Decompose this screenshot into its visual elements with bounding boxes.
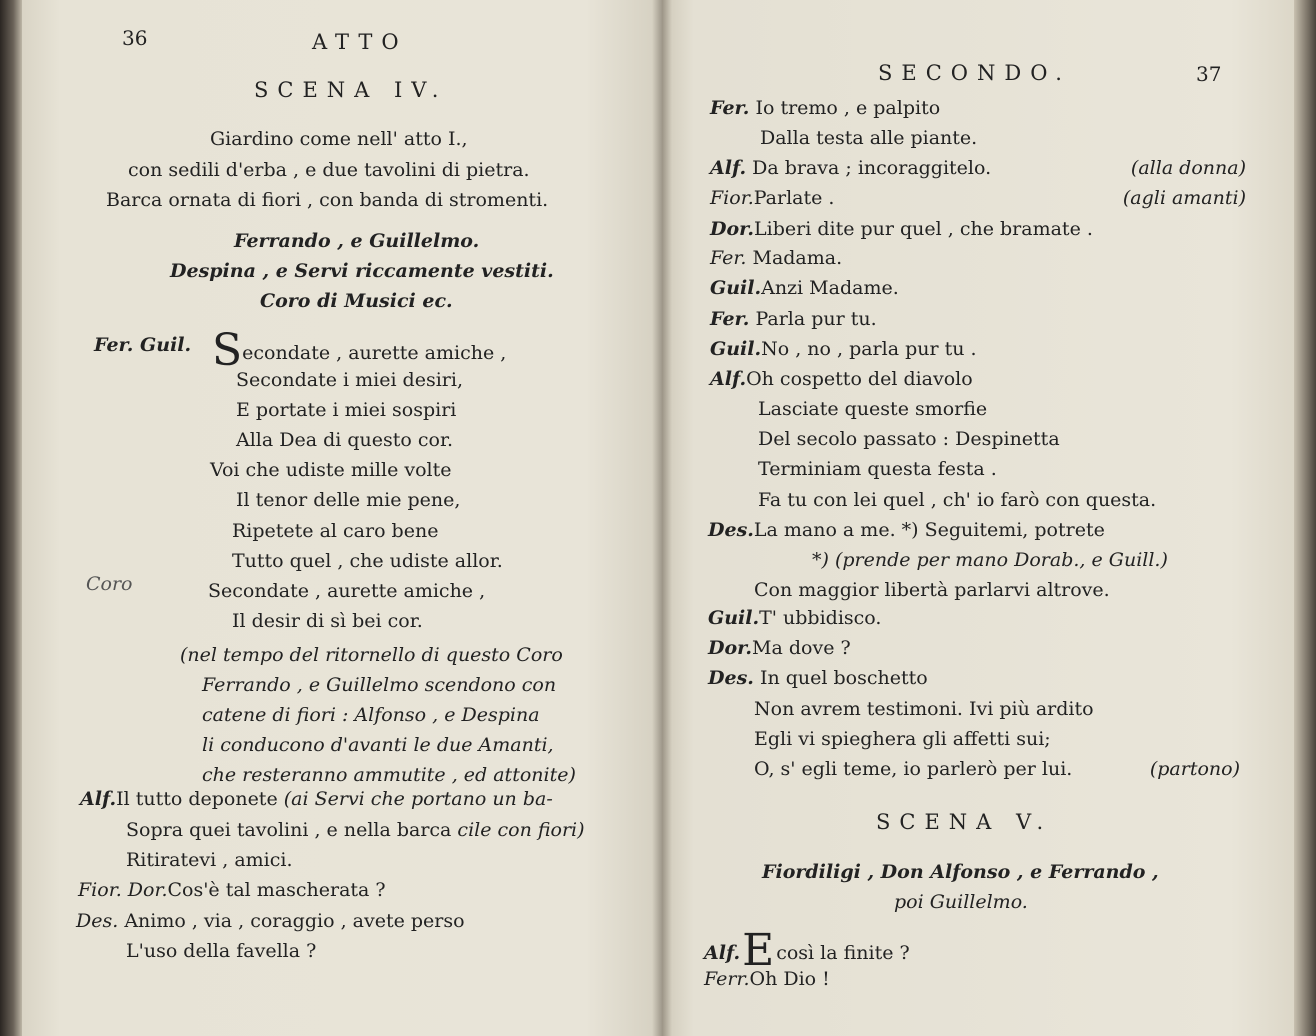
verse-line: Secondate , aurette amiche ,	[212, 325, 507, 376]
verse-line: Secondate i miei desiri,	[236, 369, 463, 391]
running-header-left: ATTO	[312, 30, 408, 54]
stage-direction-line: (nel tempo del ritornello di questo Coro	[180, 644, 563, 666]
stage-direction: (alla donna)	[1130, 157, 1246, 179]
book-gutter	[652, 0, 672, 1036]
speaker: Alf.	[80, 788, 117, 810]
page-number-right: 37	[1196, 62, 1222, 86]
speaker: Ferr.	[704, 968, 750, 990]
speaker: Alf.	[710, 368, 747, 390]
speaker: Dor.	[708, 637, 753, 659]
speaker: Alf.	[710, 157, 747, 179]
stage-direction: *) (prende per mano Dorab., e Guill.)	[812, 549, 1168, 571]
dialogue-line: Terminiam questa festa .	[758, 458, 997, 480]
dialogue-line: Con maggior libertà parlarvi altrove.	[754, 579, 1110, 601]
speaker: Fer.	[710, 97, 750, 119]
dialogue-line: Non avrem testimoni. Ivi più ardito	[754, 698, 1094, 720]
speaker: Guil.	[710, 338, 762, 360]
speaker: Fior.	[710, 187, 754, 209]
dialogue-line: Guil.Anzi Madame.	[710, 277, 899, 299]
page-number-left: 36	[122, 26, 148, 50]
speaker: Dor.	[710, 218, 755, 240]
speaker: Guil.	[710, 277, 762, 299]
scene-title: SCENA V.	[876, 810, 1053, 834]
stage-direction-line: Ferrando , e Guillelmo scendono con	[202, 674, 557, 696]
speaker: Fer. Guil.	[94, 334, 192, 356]
speaker: Fer.	[710, 308, 750, 330]
dialogue-line: Ritiratevi , amici.	[126, 849, 293, 871]
setting-line: Giardino come nell' atto I.,	[210, 128, 468, 150]
dialogue-line: Dor.Ma dove ?	[708, 637, 851, 659]
dialogue-line: Des. In quel boschetto	[708, 667, 928, 689]
dialogue-line: Guil.T' ubbidisco.	[708, 607, 882, 629]
setting-line: con sedili d'erba , e due tavolini di pietra.	[128, 159, 530, 181]
left-page	[22, 0, 662, 1036]
speaker: Des.	[76, 910, 119, 932]
speaker: Coro	[86, 573, 133, 595]
speaker: Fer.	[710, 247, 747, 269]
dialogue-line: Alf.Il tutto deponete (ai Servi che portano un ba-	[80, 788, 553, 810]
verse-line: E portate i miei sospiri	[236, 399, 457, 421]
setting-line: Barca ornata di fiori , con banda di stromenti.	[106, 189, 549, 211]
verse-line: Tutto quel , che udiste allor.	[232, 550, 503, 572]
dialogue-line: Des.La mano a me. *) Seguitemi, potrete	[708, 519, 1105, 541]
dialogue-line: Dalla testa alle piante.	[760, 127, 978, 149]
characters-line: Coro di Musici ec.	[260, 290, 453, 312]
dialogue-line: Dor.Liberi dite pur quel , che bramate .	[710, 218, 1093, 240]
verse-line: Ripetete al caro bene	[232, 520, 439, 542]
dialogue-line: Des. Animo , via , coraggio , avete perso	[76, 910, 465, 932]
book-edge-left	[0, 0, 22, 1036]
speaker: Fior. Dor.	[78, 879, 168, 901]
dialogue-line: Alf.Oh cospetto del diavolo	[710, 368, 973, 390]
dialogue-line: Fer. Madama.	[710, 247, 843, 269]
characters-line: poi Guillelmo.	[894, 891, 1028, 913]
speaker: Guil.	[708, 607, 760, 629]
dialogue-line: L'uso della favella ?	[126, 940, 317, 962]
dialogue-line: Fa tu con lei quel , ch' io farò con questa.	[758, 489, 1157, 511]
verse-line: Voi che udiste mille volte	[210, 459, 452, 481]
dialogue-line: Egli vi spieghera gli affetti sui;	[754, 728, 1051, 750]
running-header-right: SECONDO.	[878, 61, 1071, 85]
verse-line: Il desir di sì bei cor.	[232, 610, 423, 632]
stage-direction-line: catene di fiori : Alfonso , e Despina	[202, 704, 540, 726]
dialogue-line: Guil.No , no , parla pur tu .	[710, 338, 977, 360]
stage-direction: (agli amanti)	[1122, 187, 1246, 209]
stage-direction: (partono)	[1149, 758, 1240, 780]
stage-direction-line: che resteranno ammutite , ed attonite)	[202, 764, 576, 786]
speaker: Alf.	[704, 942, 741, 964]
dialogue-line: Fer. Io tremo , e palpito	[710, 97, 941, 119]
book-edge-right	[1294, 0, 1316, 1036]
characters-line: Fiordiligi , Don Alfonso , e Ferrando ,	[762, 861, 1159, 883]
dialogue-line: Ferr.Oh Dio !	[704, 968, 830, 990]
dialogue-line: O, s' egli teme, io parlerò per lui. (partono)	[754, 758, 1240, 780]
dialogue-line: Fer. Parla pur tu.	[710, 308, 877, 330]
speaker: Des.	[708, 667, 754, 689]
stage-direction-line: li conducono d'avanti le due Amanti,	[202, 734, 554, 756]
dialogue-line: Del secolo passato : Despinetta	[758, 428, 1060, 450]
drop-cap: E	[742, 925, 775, 976]
dialogue-line: Fior.Parlate . (agli amanti)	[710, 187, 1246, 209]
characters-line: Ferrando , e Guillelmo.	[234, 230, 480, 252]
stage-direction: (ai Servi che portano un ba-	[283, 788, 553, 810]
verse-line: Secondate , aurette amiche ,	[208, 580, 486, 602]
dialogue-line: Alf.E così la finite ?	[704, 925, 910, 976]
stage-direction: cile con fiori)	[457, 819, 585, 841]
characters-line: Despina , e Servi riccamente vestiti.	[170, 260, 554, 282]
speaker: Des.	[708, 519, 754, 541]
verse-line: Alla Dea di questo cor.	[236, 429, 453, 451]
dialogue-line: Fior. Dor.Cos'è tal mascherata ?	[78, 879, 386, 901]
drop-cap: S	[212, 325, 243, 376]
scene-title: SCENA IV.	[254, 78, 448, 102]
dialogue-line: Sopra quei tavolini , e nella barca cile con fiori)	[126, 819, 585, 841]
right-page	[662, 0, 1294, 1036]
verse-line: Il tenor delle mie pene,	[236, 489, 461, 511]
dialogue-line: Lasciate queste smorfie	[758, 398, 988, 420]
dialogue-line: Alf. Da brava ; incoraggitelo. (alla donna)	[710, 157, 1246, 179]
